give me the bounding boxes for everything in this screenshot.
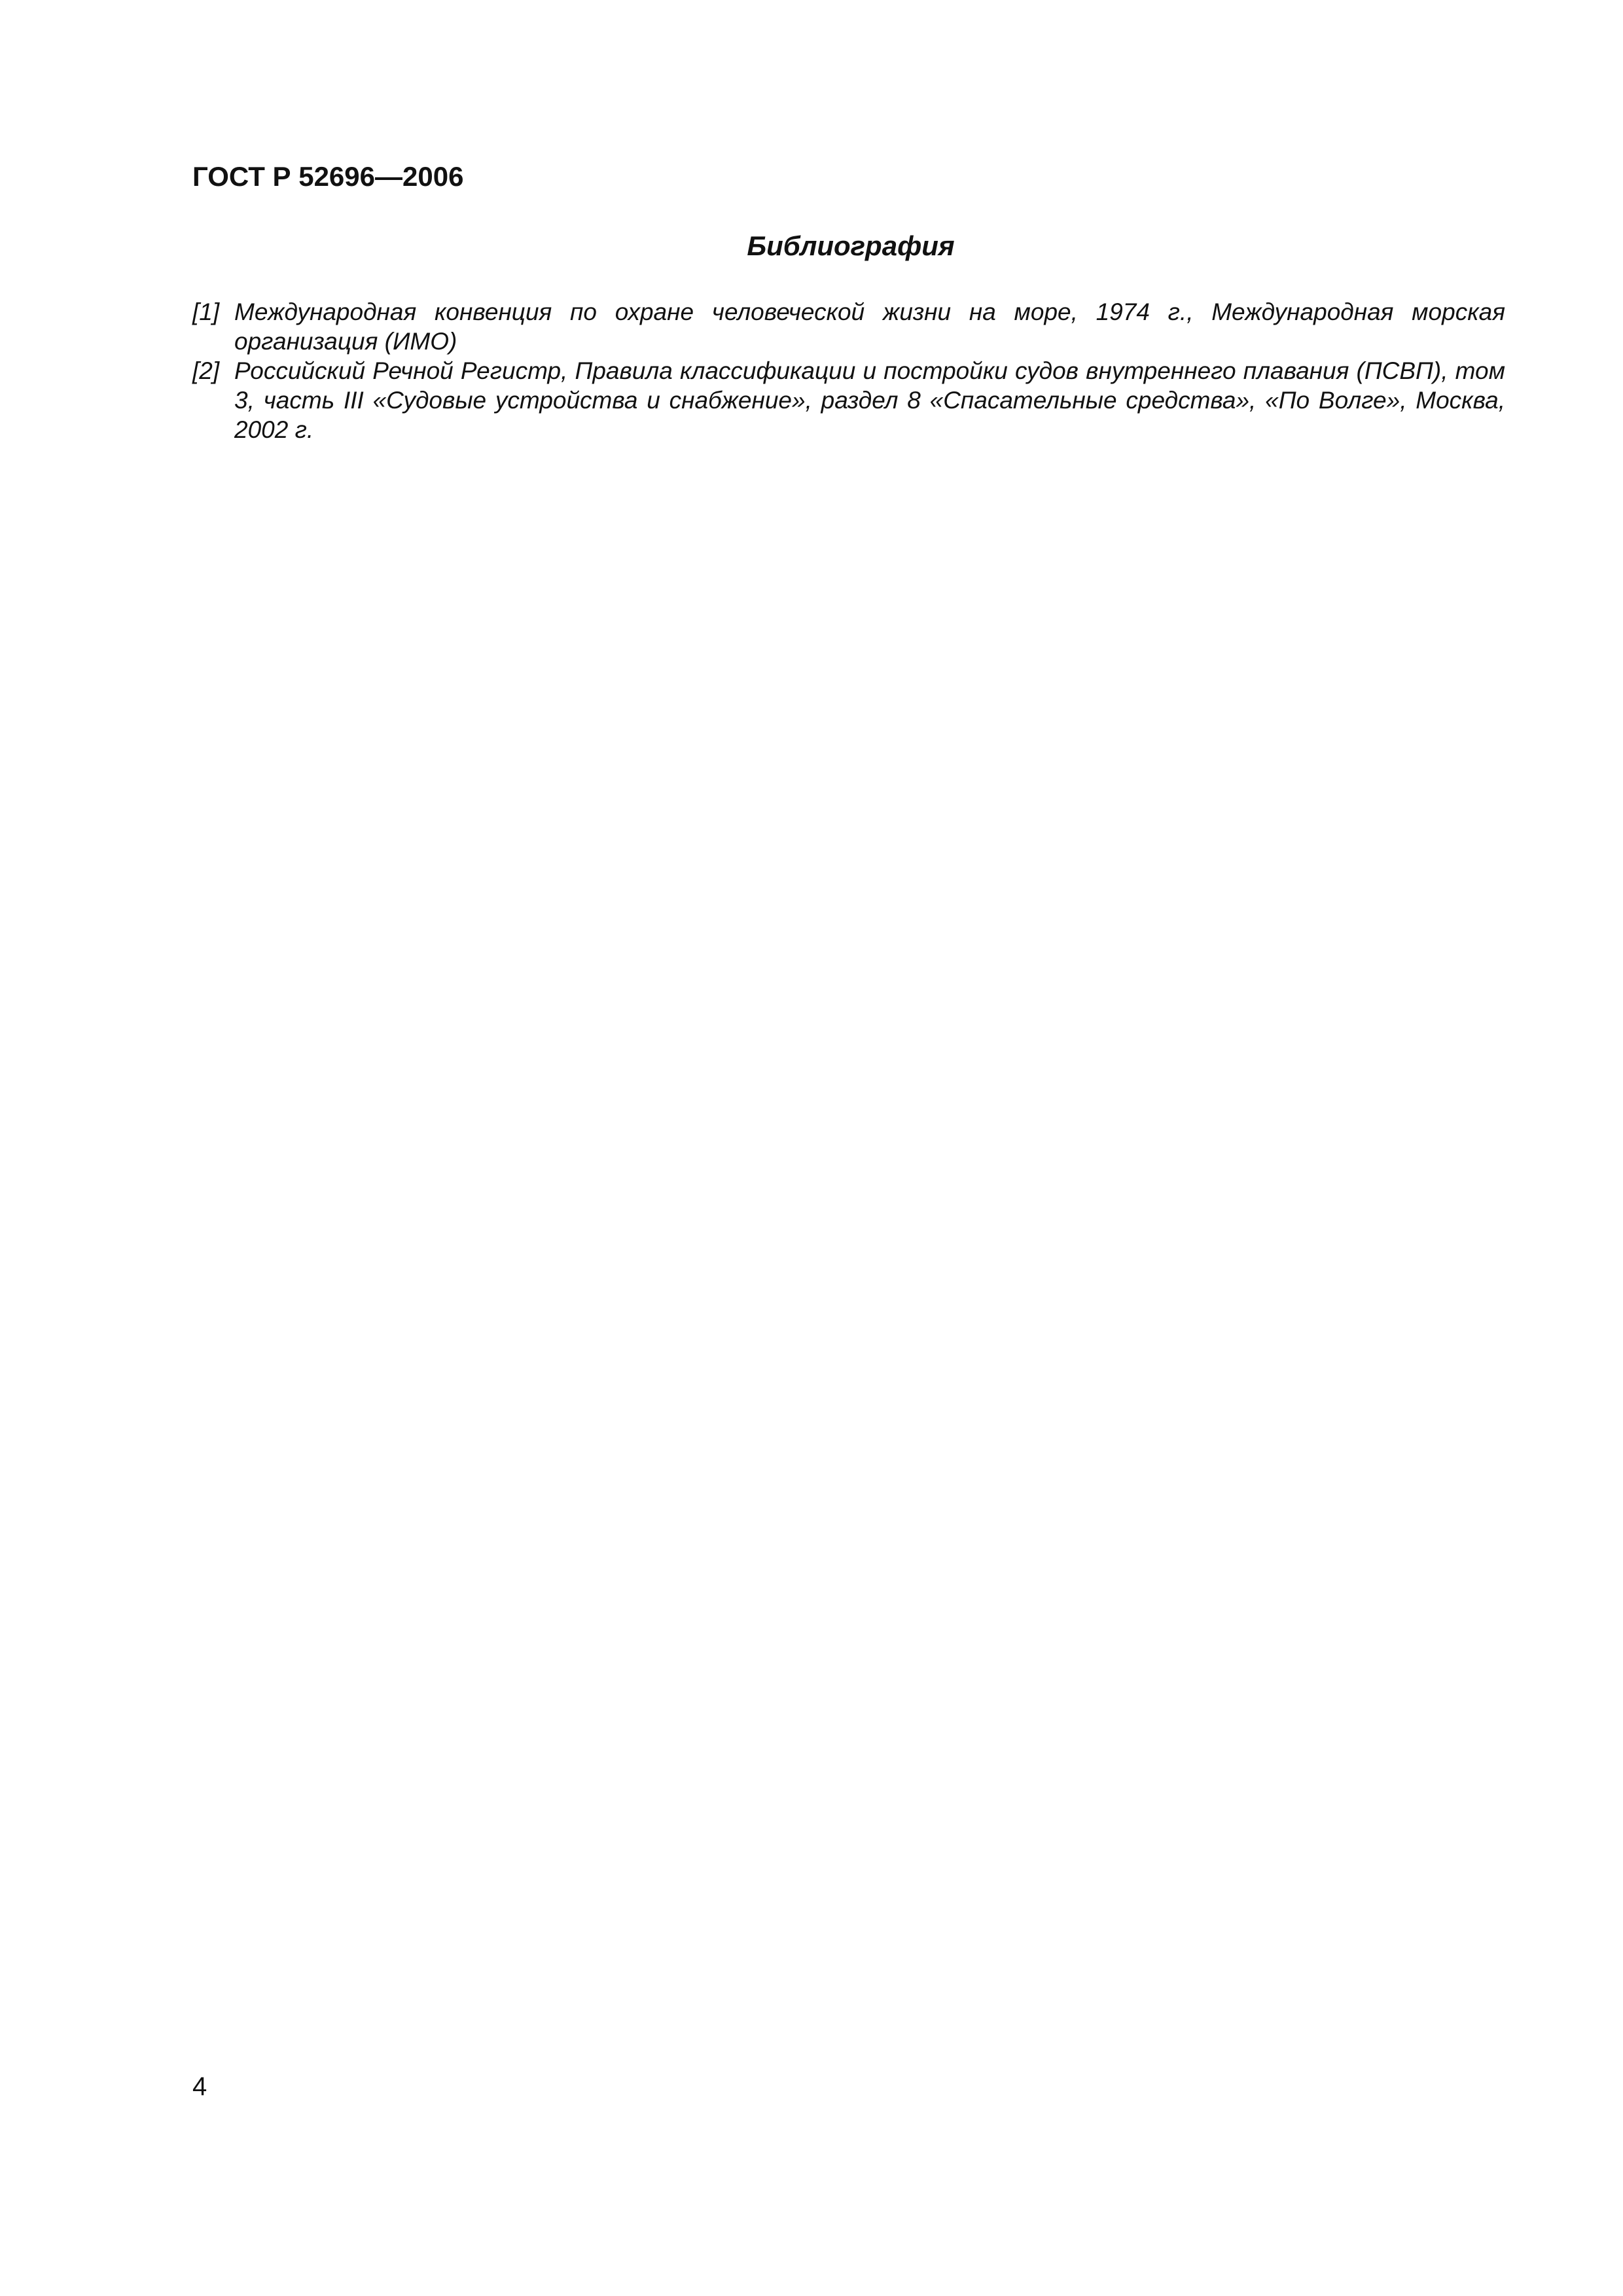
- bibliography-list: [192, 297, 1505, 444]
- bibliography-item-number: [2]: [192, 357, 220, 384]
- bibliography-item-text: Международная конвенция по охране человеческой жизни на море, 1974 г., Международная морская организация (ИМО): [234, 298, 1505, 355]
- bibliography-title: Библиография: [747, 230, 955, 261]
- bibliography-item-text: Российский Речной Регистр, Правила классификации и постройки судов внутреннего плавания (ПСВП), том 3, часть III «Судовые устройства и снабжение», раздел 8 «Спасательные средства», «По Волге», Москва, 2002 г.: [234, 357, 1505, 443]
- bibliography-item: [192, 297, 1505, 356]
- bibliography-item: [192, 356, 1505, 444]
- page-number: 4: [192, 2072, 207, 2101]
- bibliography-item-number: [1]: [192, 298, 220, 325]
- document-code: ГОСТ Р 52696—2006: [192, 161, 464, 192]
